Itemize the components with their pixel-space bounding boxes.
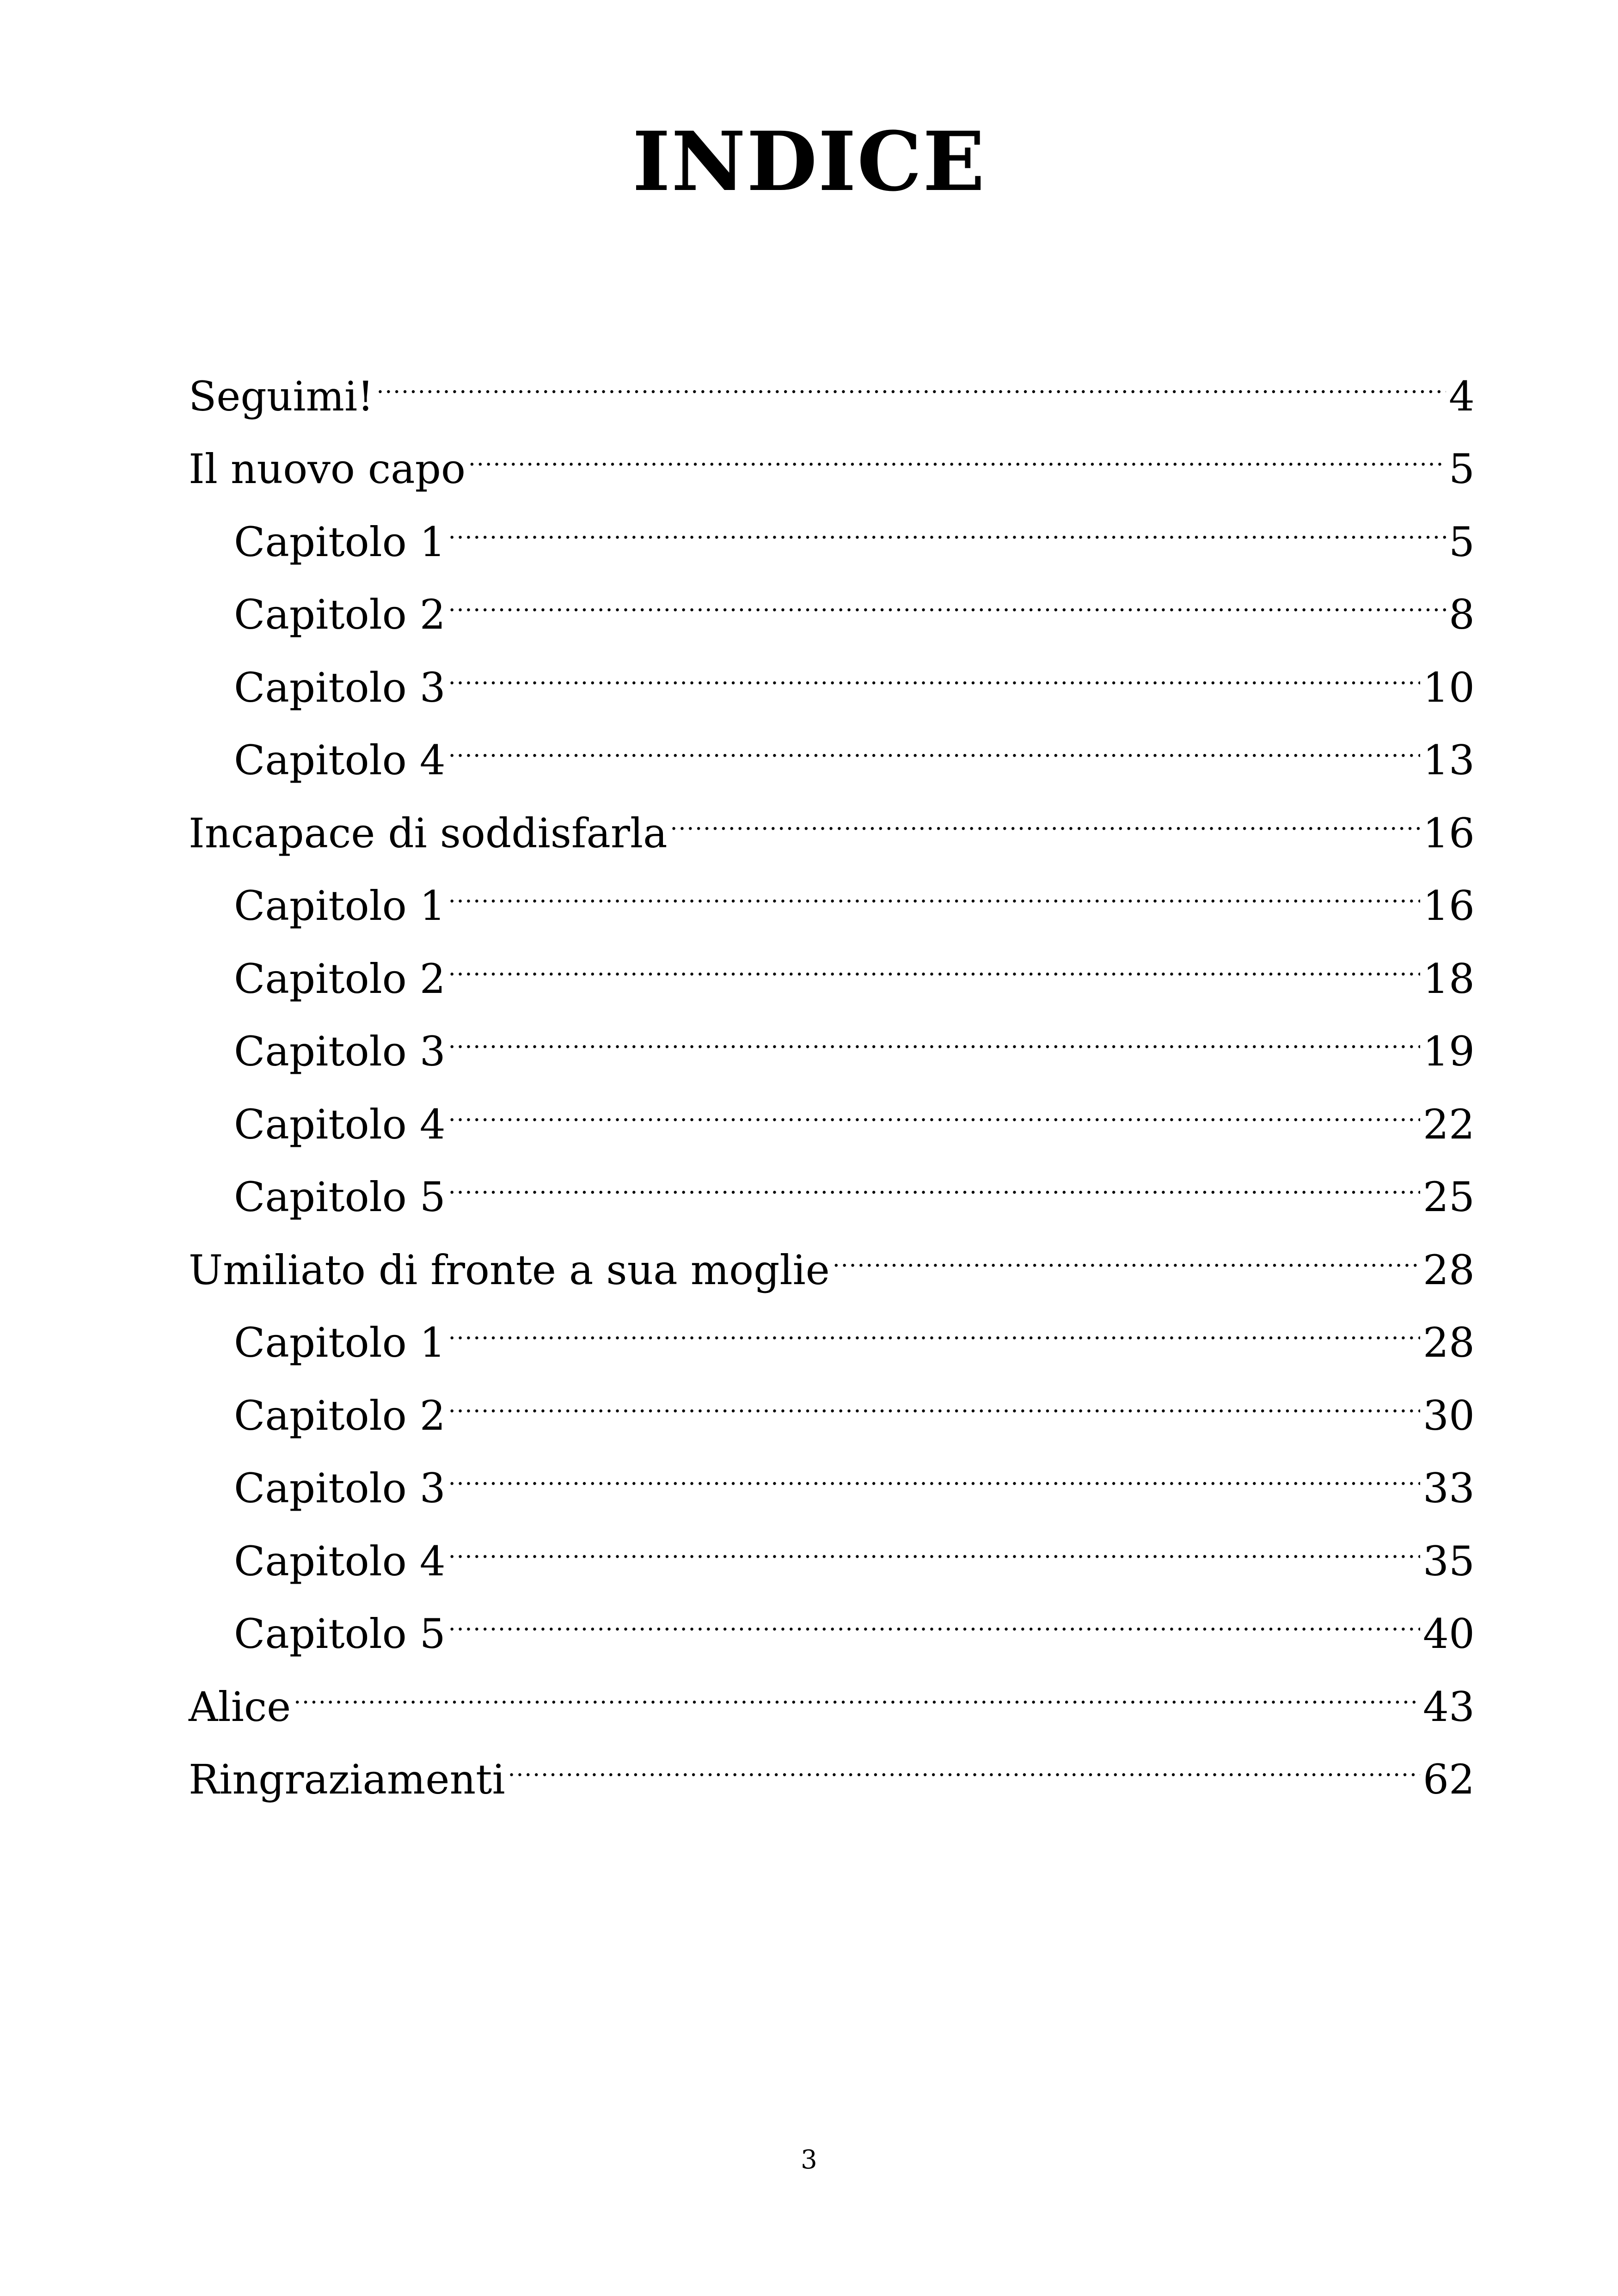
toc-entry-label: Capitolo 4 xyxy=(234,1100,446,1148)
toc-entry[interactable] xyxy=(189,1648,1475,1731)
toc-entry-page: 62 xyxy=(1423,1756,1475,1803)
toc-dot-leader xyxy=(448,1357,1420,1430)
page-title: INDICE xyxy=(632,114,986,209)
toc-entry-page: 22 xyxy=(1423,1100,1475,1148)
toc-entry-label: Incapace di soddisfarla xyxy=(189,809,668,857)
toc-dot-leader xyxy=(294,1648,1420,1721)
page-number: 3 xyxy=(801,2145,817,2175)
toc-dot-leader xyxy=(448,1139,1420,1212)
toc-dot-leader xyxy=(468,410,1446,484)
toc-entry-label: Capitolo 2 xyxy=(234,1391,446,1439)
toc-entry-label: Capitolo 1 xyxy=(234,518,446,566)
toc-dot-leader xyxy=(448,1065,1420,1139)
toc-entry-label: Il nuovo capo xyxy=(189,445,466,493)
toc-dot-leader xyxy=(833,1211,1420,1284)
toc-dot-leader xyxy=(448,483,1446,556)
toc-entry-page: 5 xyxy=(1449,445,1475,493)
toc-dot-leader xyxy=(448,1430,1420,1503)
toc-entry-label: Capitolo 3 xyxy=(234,1028,446,1075)
toc-entry-page: 28 xyxy=(1423,1319,1475,1366)
toc-dot-leader xyxy=(448,702,1420,775)
toc-entry-page: 4 xyxy=(1449,372,1475,420)
toc-dot-leader xyxy=(448,920,1420,993)
toc-entry-page: 40 xyxy=(1423,1610,1475,1658)
toc-dot-leader xyxy=(448,1284,1420,1357)
toc-dot-leader xyxy=(448,1575,1420,1648)
toc-dot-leader xyxy=(448,847,1420,920)
toc-dot-leader xyxy=(448,629,1420,702)
toc-dot-leader xyxy=(508,1721,1420,1794)
toc-entry-page: 25 xyxy=(1423,1173,1475,1221)
toc-entry-page: 8 xyxy=(1449,591,1475,638)
toc-entry-page: 16 xyxy=(1423,882,1475,930)
toc-entry-label: Capitolo 4 xyxy=(234,1537,446,1585)
toc-entry-label: Capitolo 5 xyxy=(234,1610,446,1658)
toc-entry-label: Capitolo 1 xyxy=(234,882,446,930)
toc-entry-page: 13 xyxy=(1423,736,1475,784)
table-of-contents xyxy=(189,337,1475,1803)
toc-entry-label: Capitolo 3 xyxy=(234,663,446,711)
toc-entry-label: Seguimi! xyxy=(189,372,374,420)
toc-entry-page: 28 xyxy=(1423,1246,1475,1294)
toc-entry-page: 33 xyxy=(1423,1464,1475,1512)
toc-entry-label: Capitolo 3 xyxy=(234,1464,446,1512)
toc-entry-label: Capitolo 5 xyxy=(234,1173,446,1221)
toc-entry[interactable] xyxy=(189,337,1475,420)
toc-dot-leader xyxy=(448,556,1446,629)
toc-entry-label: Ringraziamenti xyxy=(189,1756,505,1803)
toc-entry-page: 19 xyxy=(1423,1028,1475,1075)
toc-dot-leader xyxy=(376,337,1446,410)
toc-entry-page: 30 xyxy=(1423,1391,1475,1439)
toc-entry-page: 5 xyxy=(1449,518,1475,566)
toc-entry-page: 18 xyxy=(1423,955,1475,1003)
toc-entry-label: Capitolo 2 xyxy=(234,591,446,638)
toc-entry-label: Alice xyxy=(189,1683,291,1731)
toc-entry-page: 43 xyxy=(1423,1683,1475,1731)
toc-dot-leader xyxy=(448,1502,1420,1575)
toc-entry[interactable] xyxy=(189,410,1475,493)
toc-entry-page: 10 xyxy=(1423,663,1475,711)
toc-entry-label: Capitolo 4 xyxy=(234,736,446,784)
toc-entry-label: Capitolo 1 xyxy=(234,1319,446,1366)
toc-entry-page: 16 xyxy=(1423,809,1475,857)
toc-entry[interactable] xyxy=(189,1721,1475,1803)
toc-entry-label: Umiliato di fronte a sua moglie xyxy=(189,1246,830,1294)
toc-dot-leader xyxy=(670,774,1420,847)
toc-dot-leader xyxy=(448,993,1420,1066)
toc-entry-page: 35 xyxy=(1423,1537,1475,1585)
toc-entry-label: Capitolo 2 xyxy=(234,955,446,1003)
